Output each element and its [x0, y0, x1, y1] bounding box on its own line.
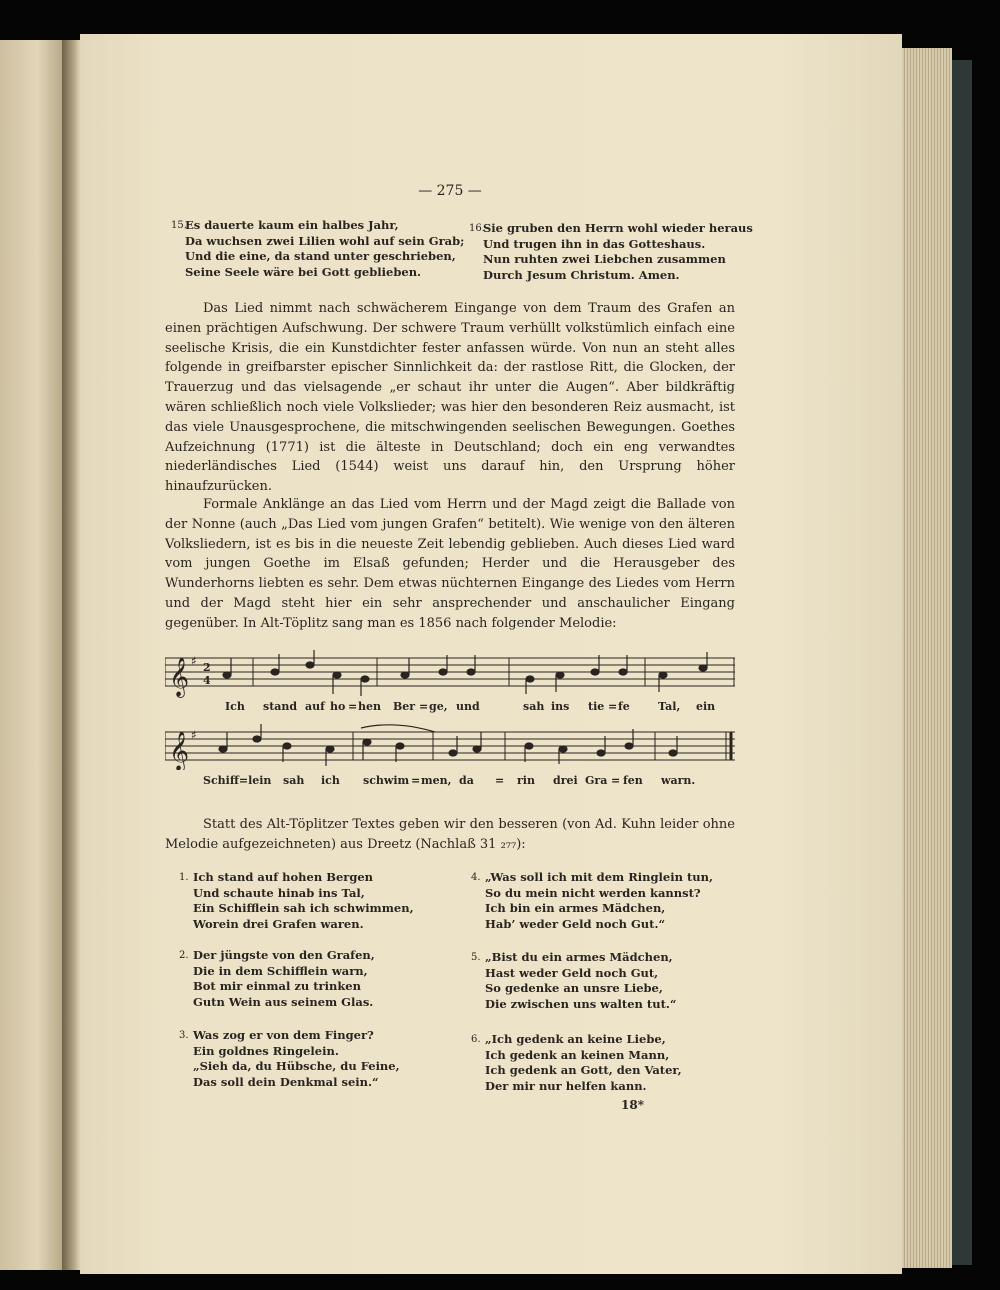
verse-line: Seine Seele wäre bei Gott geblieben. [185, 264, 422, 279]
lyric: ein [696, 700, 716, 713]
stanza-5 [471, 950, 677, 1012]
verse-line: Hab’ weder Geld noch Gut.“ [485, 916, 666, 931]
verse-line: Und schaute hinab ins Tal, [193, 885, 365, 900]
verse-line: „Sieh da, du Hübsche, du Feine, [193, 1059, 400, 1073]
treble-clef-icon: 𝄞 [169, 657, 190, 697]
verse-number: 16. [469, 223, 485, 234]
lyric: ho [330, 700, 346, 713]
lyric: auf [305, 700, 325, 713]
page-number: — 275 — [418, 183, 482, 199]
verse-line: „Bist du ein armes Mädchen, [485, 950, 673, 964]
lyric: tie [588, 700, 605, 713]
lyric: da [459, 774, 474, 787]
verse-line: Ein Schifflein sah ich schwimmen, [193, 901, 414, 915]
lyric: Ber [393, 700, 416, 713]
verse-line: Das soll dein Denkmal sein.“ [193, 1074, 379, 1089]
stanza-2 [179, 948, 375, 1010]
lyric: drei [553, 774, 578, 787]
book-gutter [62, 40, 80, 1270]
lyric: fe [618, 700, 630, 713]
verse-15 [171, 218, 465, 280]
paragraph-text: Das Lied nimmt nach schwächerem Eingange von dem Traum des Grafen an einen prächtigen Aufschwung. Der schwere Traum verhüllt volkstümlich einfach eine seelische Krisis, die ein Kunstdichter fester anfassen würde. Von nun an steht alles folgende in greifbarster epischer Sinnlichkeit da: der rastlose Ritt, die Glocken, der Trauerzug und das vielsagende „er schaut ihr unter die Augen“. Aber bildkräftig wären schließlich noch viele Volkslieder; was hier den besonderen Reiz ausmacht, ist das viele Unausgesprochene, die mitschwingenden seelischen Bewegungen. Goethes Aufzeichnung (1771) ist die älteste in Deutschland; doch ein eng verwandtes niederländisches Lied (1544) weist uns darauf hin, den Ursprung höher hinaufzurücken. [165, 301, 735, 495]
staff-svg [165, 722, 735, 770]
verse-line: Die zwischen uns walten tut.“ [485, 996, 677, 1011]
verse-line: Sie gruben den Herrn wohl wieder heraus [483, 221, 753, 235]
lyric: schwim [363, 774, 410, 787]
music-staff-2 [165, 722, 735, 792]
lyric: warn. [661, 774, 696, 787]
lyric: Tal, [658, 700, 681, 713]
notes-line-1 [223, 650, 707, 696]
verse-line: Ich gedenk an Gott, den Vater, [485, 1063, 682, 1077]
lyric: = [608, 700, 618, 713]
lyric: und [456, 700, 480, 713]
stanza-number: 4. [471, 872, 481, 883]
stanza-number: 6. [471, 1034, 481, 1045]
verse-line: Ich stand auf hohen Bergen [193, 870, 374, 884]
paragraph-text: Statt des Alt-Töplitzer Textes geben wir den besseren (von Ad. Kuhn leider ohne Melodie aufgezeichneten) aus Dreetz (Nachlaß 31 ₂₇₇): [165, 817, 735, 852]
lyric: ins [551, 700, 570, 713]
verse-line: So gedenke an unsre Liebe, [485, 981, 663, 995]
stanza-number: 2. [179, 950, 189, 961]
sharp-icon: ♯ [191, 654, 197, 668]
verse-line: Der jüngste von den Grafen, [193, 948, 375, 962]
verse-line: Durch Jesum Christum. Amen. [483, 267, 680, 282]
lyric: rin [517, 774, 535, 787]
sharp-icon: ♯ [191, 728, 197, 742]
lyric: ich [321, 774, 340, 787]
lyric: sah [523, 700, 545, 713]
lyric: stand [263, 700, 298, 713]
lyric: Ich [225, 700, 245, 713]
paragraph-1 [165, 299, 735, 497]
stanza-1 [179, 870, 414, 932]
stanza-6 [471, 1032, 682, 1094]
verse-line: So du mein nicht werden kannst? [485, 885, 701, 900]
verse-line: Und die eine, da stand unter geschrieben, [185, 249, 456, 263]
slur [361, 725, 435, 732]
left-page-edge [0, 40, 62, 1270]
stanza-3 [179, 1028, 400, 1090]
book-cover [952, 60, 972, 1265]
music-staff-1 [165, 650, 735, 720]
paragraph-3 [165, 815, 735, 855]
verse-16 [469, 221, 753, 283]
verse-line: Was zog er von dem Finger? [193, 1028, 374, 1042]
verse-line: Ich gedenk an keinen Mann, [485, 1047, 670, 1062]
verse-line: Gutn Wein aus seinem Glas. [193, 994, 374, 1009]
verse-line: Bot mir einmal zu trinken [193, 979, 361, 993]
verse-line: „Ich gedenk an keine Liebe, [485, 1032, 666, 1046]
stanza-4 [471, 870, 713, 932]
verse-line: Und trugen ihn in das Gotteshaus. [483, 236, 706, 251]
lyric: = [348, 700, 358, 713]
verse-line: Es dauerte kaum ein halbes Jahr, [185, 218, 399, 232]
lyric: = [411, 774, 421, 787]
lyric: sah [283, 774, 305, 787]
time-signature-bottom: 4 [203, 674, 211, 687]
verse-line: Da wuchsen zwei Lilien wohl auf sein Grab; [185, 233, 465, 248]
signature-mark: 18* [621, 1098, 644, 1112]
lyric: hen [358, 700, 381, 713]
lyric: = [419, 700, 429, 713]
lyric: ge, [429, 700, 448, 713]
lyric: men, [421, 774, 452, 787]
page-edges [902, 48, 952, 1268]
verse-number: 15. [171, 220, 187, 231]
verse-line: Die in dem Schifflein warn, [193, 963, 368, 978]
paragraph-2 [165, 495, 735, 634]
lyric: Gra [585, 774, 608, 787]
stanza-number: 1. [179, 872, 189, 883]
staff-svg [165, 650, 735, 698]
verse-line: „Was soll ich mit dem Ringlein tun, [485, 870, 713, 884]
lyric: fen [623, 774, 643, 787]
verse-line: Worein drei Grafen waren. [193, 916, 364, 931]
lyric: Schiff=lein [203, 774, 272, 787]
treble-clef-icon: 𝄞 [169, 731, 190, 770]
verse-line: Hast weder Geld noch Gut, [485, 965, 659, 980]
time-signature-top: 2 [203, 661, 211, 674]
stanza-number: 5. [471, 952, 481, 963]
verse-line: Ich bin ein armes Mädchen, [485, 901, 666, 915]
stanza-number: 3. [179, 1030, 189, 1041]
verse-line: Der mir nur helfen kann. [485, 1078, 647, 1093]
lyric: = [495, 774, 505, 787]
verse-line: Nun ruhten zwei Liebchen zusammen [483, 252, 726, 266]
paragraph-text: Formale Anklänge an das Lied vom Herrn und der Magd zeigt die Ballade von der Nonne (auch „Das Lied vom jungen Grafen“ betitelt). Wie wenige von den älteren Volksliedern, ist es bis in die neueste Zeit lebendig geblieben. Auch dieses Lied ward vom jungen Goethe im Elsaß gefunden; Herder und die Herausgeber des Wunderhorns liebten es sehr. Dem etwas nüchternen Eingange des Liedes vom Herrn und der Magd steht hier ein sehr ansprechender und anschaulicher Eingang gegenüber. In Alt-Töplitz sang man es 1856 nach folgender Melodie: [165, 497, 735, 631]
verse-line: Ein goldnes Ringelein. [193, 1043, 339, 1058]
lyric: = [611, 774, 621, 787]
